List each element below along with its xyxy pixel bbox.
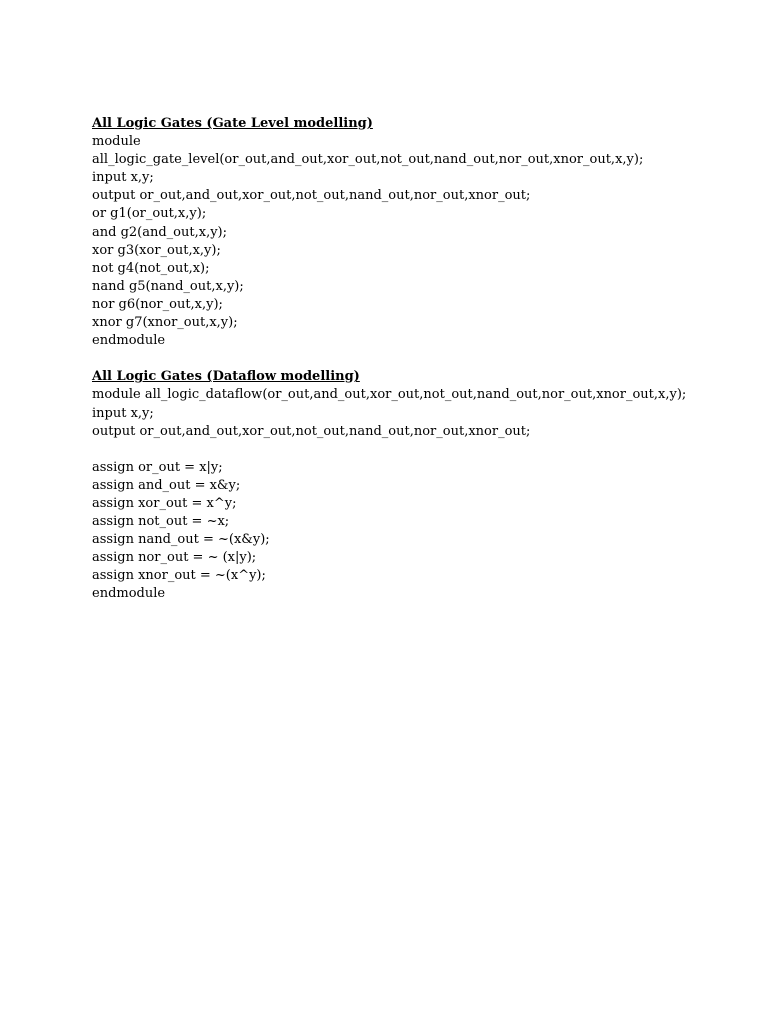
- code-line: xor g3(xor_out,x,y);: [92, 242, 221, 258]
- code-line: assign and_out = x&y;: [92, 477, 241, 493]
- code-line: assign xor_out = x^y;: [92, 495, 237, 511]
- code-line: output or_out,and_out,xor_out,not_out,nand_out,nor_out,xnor_out;: [92, 423, 531, 439]
- code-line: assign xnor_out = ~(x^y);: [92, 568, 266, 584]
- section-heading-gate-level: All Logic Gates (Gate Level modelling): [92, 116, 373, 131]
- code-line: assign not_out = ~x;: [92, 514, 230, 530]
- code-line: all_logic_gate_level(or_out,and_out,xor_out,not_out,nand_out,nor_out,xnor_out,x,y);: [92, 152, 644, 168]
- code-line: endmodule: [92, 333, 166, 349]
- code-line: endmodule: [92, 586, 166, 602]
- code-line: not g4(not_out,x);: [92, 260, 210, 276]
- code-line: assign nor_out = ~ (x|y);: [92, 550, 257, 566]
- code-line: module: [92, 134, 141, 150]
- code-line: assign or_out = x|y;: [92, 459, 223, 475]
- code-line: xnor g7(xnor_out,x,y);: [92, 315, 238, 331]
- section-heading-dataflow: All Logic Gates (Dataflow modelling): [92, 369, 360, 385]
- code-line: nor g6(nor_out,x,y);: [92, 296, 223, 312]
- code-line: output or_out,and_out,xor_out,not_out,nand_out,nor_out,xnor_out;: [92, 188, 531, 204]
- document-body: [92, 115, 732, 604]
- code-line: or g1(or_out,x,y);: [92, 206, 207, 222]
- code-line: module all_logic_dataflow(or_out,and_out,xor_out,not_out,nand_out,nor_out,xnor_out,x,y);: [92, 387, 687, 403]
- code-line: nand g5(nand_out,x,y);: [92, 278, 244, 294]
- code-line: assign nand_out = ~(x&y);: [92, 532, 270, 548]
- code-line: input x,y;: [92, 170, 154, 186]
- blank-line: [92, 350, 732, 368]
- blank-line: [92, 441, 732, 459]
- code-line: input x,y;: [92, 405, 154, 421]
- code-line: and g2(and_out,x,y);: [92, 224, 228, 240]
